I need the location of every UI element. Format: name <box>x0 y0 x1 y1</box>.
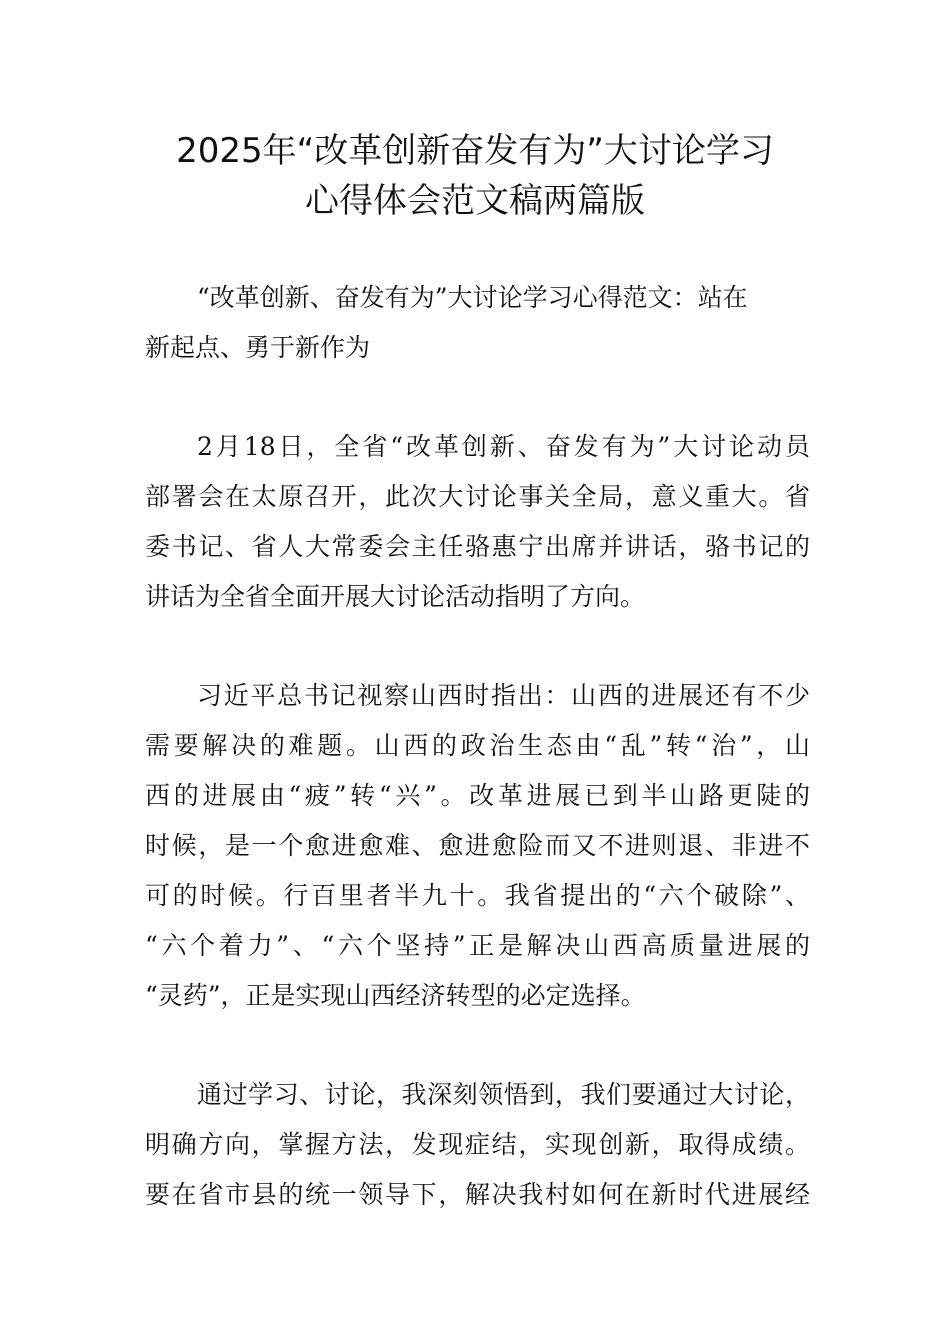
paragraph-2-line-3: 委书记、省人大常委会主任骆惠宁出席并讲话，骆书记的 <box>145 532 810 561</box>
document-title-line-2: 心得体会范文稿两篇版 <box>305 181 645 221</box>
paragraph-3-line-3: 西的进展由“疲”转“兴”。改革进展已到半山路更陡的 <box>145 781 810 810</box>
paragraph-3-line-4: 时候，是一个愈进愈难、愈进愈险而又不进则退、非进不 <box>145 831 810 860</box>
paragraph-1-line-1: “改革创新、奋发有为”大讨论学习心得范文：站在 <box>197 283 748 312</box>
paragraph-2-line-2: 部署会在太原召开，此次大讨论事关全局，意义重大。省 <box>145 482 810 511</box>
paragraph-4-line-2: 明确方向，掌握方法，发现症结，实现创新，取得成绩。 <box>145 1130 810 1159</box>
paragraph-1-line-2: 新起点、勇于新作为 <box>145 333 371 362</box>
paragraph-3-line-7: “灵药”，正是实现山西经济转型的必定选择。 <box>145 981 646 1010</box>
paragraph-2-line-1: 2月18日，全省“改革创新、奋发有为”大讨论动员 <box>197 432 810 461</box>
paragraph-2-line-4: 讲话为全省全面开展大讨论活动指明了方向。 <box>145 582 646 611</box>
paragraph-3-line-1: 习近平总书记视察山西时指出：山西的进展还有不少 <box>197 681 810 710</box>
paragraph-3-line-2: 需要解决的难题。山西的政治生态由“乱”转“治”，山 <box>145 731 811 760</box>
paragraph-4-line-3: 要在省市县的统一领导下，解决我村如何在新时代进展经 <box>145 1180 810 1209</box>
paragraph-3-line-5: 可的时候。行百里者半九十。我省提出的“六个破除”、 <box>145 881 810 910</box>
paragraph-4-line-1: 通过学习、讨论，我深刻领悟到，我们要通过大讨论， <box>197 1080 810 1109</box>
paragraph-3-line-6: “六个着力”、“六个坚持”正是解决山西高质量进展的 <box>145 931 810 960</box>
document-title-line-1: 2025年“改革创新奋发有为”大讨论学习 <box>176 131 774 171</box>
